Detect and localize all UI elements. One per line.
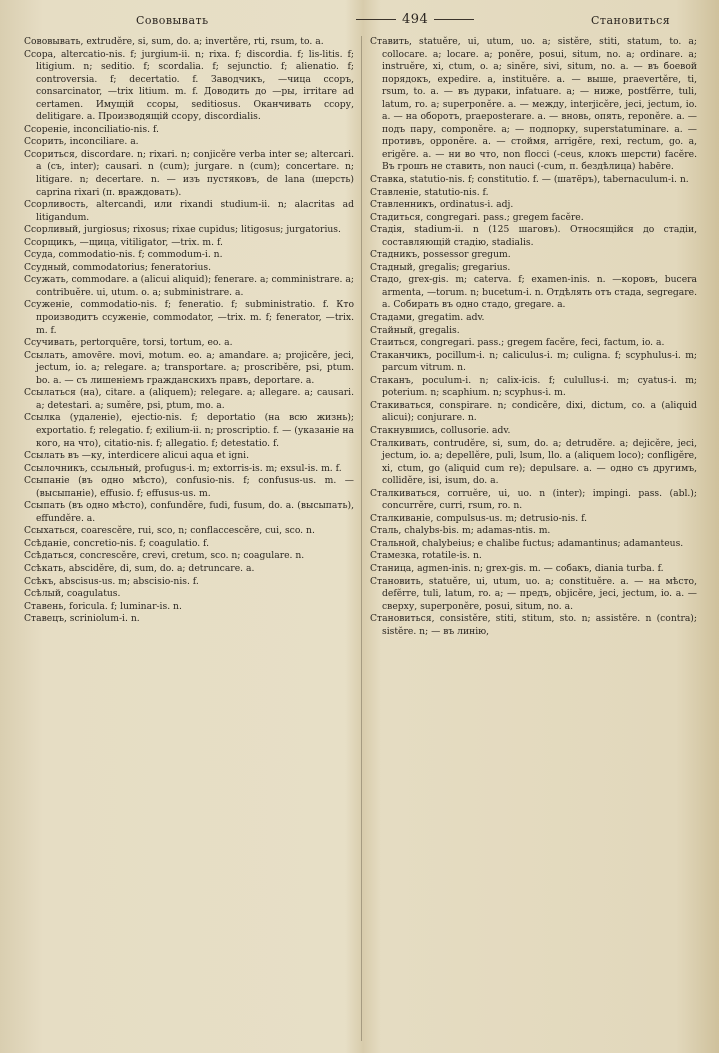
dictionary-entry: Стадникъ, possessor gregum. <box>370 249 511 261</box>
dictionary-entry: Ставка, statutio-nis. f; constitutio. f. — (шатёръ), tabernaculum-i. n. <box>370 174 689 186</box>
dictionary-entry: Ссѣкать, abscidĕre, di, sum, do. a; detruncare. a. <box>24 562 255 574</box>
dictionary-entry: Ссориться, discordare. n; rixari. n; conjicĕre verba inter se; altercari. a (съ, inter); causari. n (cum); jurgare. n (cum); concertare. n; litigare. n; decertare. n. — изъ пустяковъ, de lana (шерсть) caprina rixari (п. враждовать). <box>24 148 354 198</box>
dictionary-entry: Ссорливый, jurgiosus; rixosus; rixae cupidus; litigosus; jurgatorius. <box>24 224 341 236</box>
dictionary-entry: Ссыхаться, coarescĕre, rui, sco, n; conflaccescĕre, cui, sco. n. <box>24 525 315 537</box>
dictionary-entry: Ставецъ, scriniolum-i. n. <box>24 613 140 625</box>
dictionary-entry: Стайный, gregalis. <box>370 324 460 336</box>
dictionary-entry: Ссорливость, altercandi, или rixandi studium-ii. n; alacritas ad litigandum. <box>24 199 354 223</box>
dictionary-entry: Ссыпать (въ одно мѣсто), confundĕre, fudi, fusum, do. a. (высыпать), effundĕre. a. <box>24 500 354 524</box>
dictionary-entry: Ссылка (удаленіе), ejectio-nis. f; deportatio (на всю жизнь); exportatio. f; relegatio. f; exilium-ii. n; proscriptio. f. — (указаніе на кого, на что), citatio-nis. f; allegatio. f; detestatio. f. <box>24 412 354 449</box>
dictionary-entry: Ставленникъ, ordinatus-i. adj. <box>370 199 514 211</box>
dictionary-entry: Ссѣдаться, concrescĕre, crevi, cretum, sco. n; coagulare. n. <box>24 550 305 562</box>
header-right-guideword: Становиться <box>591 14 671 27</box>
right-column <box>370 36 697 1046</box>
dictionary-entry: Стакнувшись, collusorie. adv. <box>370 424 511 436</box>
dictionary-entry: Сталь, chalybs-bis. m; adamas-ntis. m. <box>370 525 551 537</box>
dictionary-entry: Ссѣлый, coagulatus. <box>24 588 121 600</box>
dictionary-entry: Стадами, gregatim. adv. <box>370 312 485 324</box>
dictionary-entry: Ссорщикъ, —щица, vitiligator, —trix. m. f. <box>24 236 223 248</box>
dictionary-entry: Сововывать, extrudĕre, si, sum, do. a; invertĕre, rti, rsum, to. a. <box>24 36 324 47</box>
dictionary-entry: Ссореніе, inconciliatio-nis. f. <box>24 123 159 135</box>
dictionary-entry: Сталкиваться, corruĕre, ui, uo. n (inter); impingi. pass. (abl.); concurrĕre, curri, rsum, ro. n. <box>370 487 697 512</box>
dictionary-entry: Стадія, stadium-ii. n (125 шаговъ). Относящійся до стадіи, составляющій стадію, stadialis. <box>370 224 697 248</box>
dictionary-entry: Стаканъ, poculum-i. n; calix-icis. f; culullus-i. m; cyatus-i. m; poterium. n; scaphium. n; scyphus-i. m. <box>370 374 697 399</box>
dictionary-entry: Стамезка, rotatile-is. n. <box>370 550 482 562</box>
header-left-guideword: Сововывать <box>136 14 209 27</box>
page-header <box>26 12 697 32</box>
dictionary-entry: Ссылать въ —ку, interdicere alicui aqua et igni. <box>24 450 250 462</box>
dictionary-entry: Стадный, gregalis; gregarius. <box>370 261 511 273</box>
dictionary-entry: Стакиваться, conspirare. n; condicĕre, dixi, dictum, co. a (aliquid alicui); conjurare. n. <box>370 399 697 424</box>
dictionary-entry: Становить, statuĕre, ui, utum, uo. a; constituĕre. a. — на мѣсто, defĕrre, tuli, latum, ro. a; — предъ, objicĕre, jeci, jectum, io. a. — сверху, superponĕre, posui, situm, no. a. <box>370 575 697 612</box>
dictionary-entry: Ссора, altercatio-nis. f; jurgium-ii. n; rixa. f; discordia. f; lis-litis. f; litigium. n; seditio. f; scordalia. f; sejunctio. f; alienatio. f; controversia. f; decertatio. f. Заводчикъ, —чица ссоръ, consarcinator, —trix litium. m. f. Доводить до —ры, irritare ad certamen. Имущій ссоры, seditiosus. Оканчивать ссору, delitigare. a. Производящій ссору, discordialis. <box>24 48 354 123</box>
left-column <box>24 36 354 1046</box>
dictionary-entry: Стаиться, congregari. pass.; gregem facĕre, feci, factum, io. a. <box>370 337 665 349</box>
dictionary-entry: Становиться, consistĕre, stiti, stitum, sto. n; assistĕre. n (contra); sistĕre. n; — въ линію, <box>370 613 697 637</box>
dictionary-entry: Ссылочникъ, ссыльный, profugus-i. m; extorris-is. m; exsul-is. m. f. <box>24 462 342 474</box>
dictionary-entry: Стадо, grex-gis. m; caterva. f; examen-inis. n. —коровъ, bucera armenta, —torum. n; bucetum-i. n. Отдѣлять отъ стада, segregare. a. Собирать въ одно стадо, gregare. a. <box>370 274 697 311</box>
dictionary-entry: Ставленіе, statutio-nis. f. <box>370 186 489 198</box>
dictionary-entry: Ссыпаніе (въ одно мѣсто), confusio-nis. f; confusus-us. m. — (высыпаніе), effusio. f; effusus-us. m. <box>24 475 354 499</box>
dictionary-entry: Сталкиваніе, compulsus-us. m; detrusio-nis. f. <box>370 512 588 524</box>
dictionary-entry: Ссылать, amovēre. movi, motum. eo. a; amandare. a; projicĕre, jeci, jectum, io. a; relegare. a; transportare. a; proscribĕre, psi, ptum. bo. a. — съ лишеніемъ гражданскихъ правъ, deportare. a. <box>24 349 354 386</box>
dictionary-entry: Ссудный, commodatorius; feneratorius. <box>24 261 211 273</box>
column-divider <box>361 36 362 1041</box>
dictionary-entry: Ссужать, commodare. a (alicui aliquid); fenerare. a; comministrare. a; contribuĕre. ui, utum. o. a; subministrare. a. <box>24 274 354 298</box>
dictionary-entry: Ссуда, commodatio-nis. f; commodum-i. n. <box>24 249 223 261</box>
dictionary-entry: Ссылаться (на), citare. a (aliquem); relegare. a; allegare. a; causari. a; detestari. a; sumĕre, psi, ptum, mo. a. <box>24 387 354 411</box>
page-number: 494 <box>356 12 474 27</box>
dictionary-entry: Стаканчикъ, pocillum-i. n; caliculus-i. m; culigna. f; scyphulus-i. m; parcum vitrum. n. <box>370 349 697 374</box>
dictionary-entry: Станица, agmen-inis. n; grex-gis. m. — собакъ, diania turba. f. <box>370 562 664 574</box>
dictionary-entry: Ссѣкъ, abscisus-us. m; abscisio-nis. f. <box>24 575 199 587</box>
dictionary-entry: Стальной, chalybeius; e chalibe fuctus; adamantinus; adamanteus. <box>370 537 684 549</box>
dictionary-entry: Ставень, foricula. f; luminar-is. n. <box>24 600 182 612</box>
dictionary-entry: Ссучивать, pertorquēre, torsi, tortum, eo. a. <box>24 337 233 349</box>
dictionary-entry: Ссуженіе, commodatio-nis. f; feneratio. f; subministratio. f. Кто производитъ ссуженіе, commodator, —trix. m. f; fenerator, —trix. m. f. <box>24 299 354 336</box>
dictionary-entry: Сталкивать, contrudĕre, si, sum, do. a; detrudĕre. a; dejicĕre, jeci, jectum, io. a; depellĕre, puli, lsum, llo. a (aliquem loco); confligĕre, xi, ctum, go (aliquid cum re); depulsare. a. — одно съ другимъ, collidĕre, isi, isum, do. a. <box>370 437 697 487</box>
dictionary-entry: Ссорить, inconciliare. a. <box>24 136 139 148</box>
dictionary-entry: Ссѣданіе, concretio-nis. f; coagulatio. f. <box>24 537 210 549</box>
dictionary-entry: Ставить, statuĕre, ui, utum, uo. a; sistĕre, stiti, statum, to. a; collocare. a; locare. a; ponĕre, posui, situm, no. a; ordinare. a; instruĕre, xi, ctum, o. a; sinĕre, sivi, situm, no. a. — въ боевой порядокъ, expedire. a, instituĕre. a. — выше, praevertĕre, ti, rsum, to. a. — въ дураки, infatuare. a; — ниже, postfĕrre, tuli, latum, ro. a; superponĕre. a. — между, interjicĕre, jeci, jectum, io. a. — на оборотъ, praeposterare. a. — вновь, опять, reponĕre. a. — подъ пару, componĕre. a; — подпорку, superstatuminare. a. — противъ, opponĕre. a. — стоймя, arrigĕre, rexi, rectum, go. a, erigĕre. a. — ни во что, non flocci (-ceus, клокъ шерсти) facĕre. Въ грошъ не ставить, non nauci (-cum, п. бездѣлица) habēre. <box>370 36 697 173</box>
dictionary-entry: Стадиться, congregari. pass.; gregem facĕre. <box>370 211 584 223</box>
